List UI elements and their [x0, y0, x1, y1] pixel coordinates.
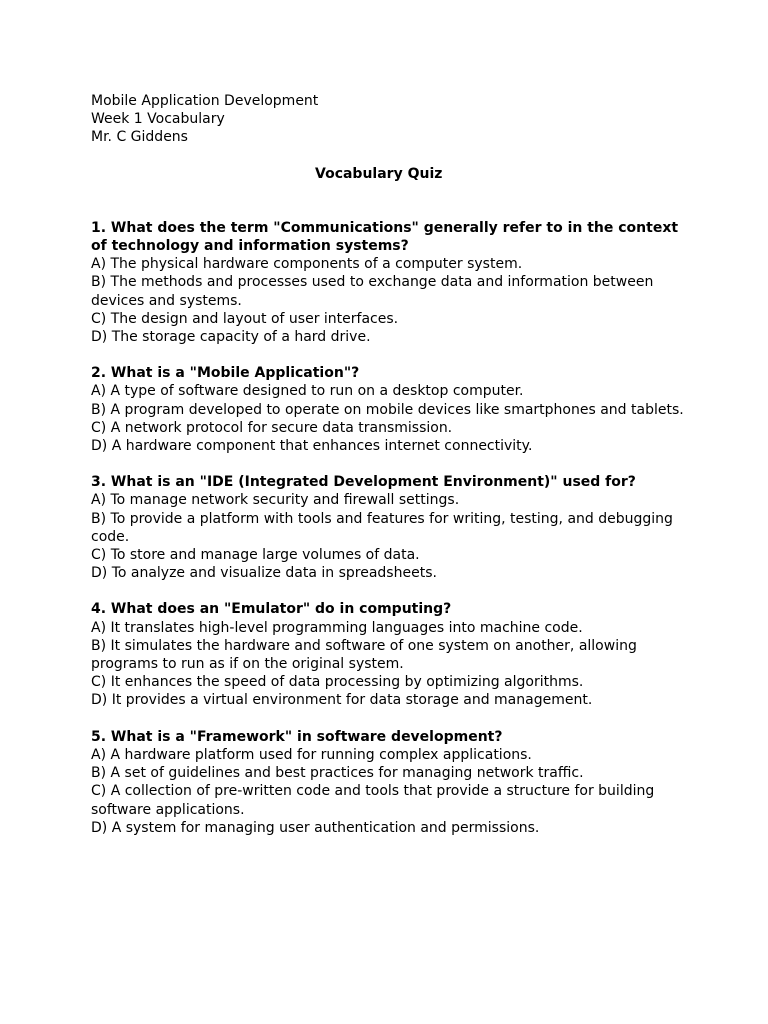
option-a: A) The physical hardware components of a computer system. — [91, 256, 523, 273]
document-page — [91, 92, 691, 855]
option-b: B) To provide a platform with tools and features for writing, testing, and debugging code. — [91, 510, 673, 545]
question-list — [91, 219, 691, 837]
option-c: C) To store and manage large volumes of data. — [91, 547, 420, 564]
question-text: 3. What is an "IDE (Integrated Development Environment)" used for? — [91, 474, 636, 491]
option-d: D) To analyze and visualize data in spreadsheets. — [91, 565, 437, 582]
question-text: 4. What does an "Emulator" do in computing? — [91, 601, 452, 618]
question-5 — [91, 728, 691, 837]
option-d: D) A system for managing user authentication and permissions. — [91, 819, 540, 836]
option-a: A) A type of software designed to run on a desktop computer. — [91, 383, 524, 400]
option-a: A) To manage network security and firewall settings. — [91, 492, 460, 509]
document-header — [91, 92, 691, 147]
option-d: D) It provides a virtual environment for data storage and management. — [91, 692, 593, 709]
option-d: D) The storage capacity of a hard drive. — [91, 329, 371, 346]
option-b: B) It simulates the hardware and software of one system on another, allowing programs to run as if on the original system. — [91, 637, 637, 673]
question-1 — [91, 219, 691, 346]
option-b: B) A set of guidelines and best practices for managing network traffic. — [91, 765, 584, 782]
course-name: Mobile Application Development — [91, 93, 319, 109]
question-2 — [91, 364, 691, 455]
week-label: Week 1 Vocabulary — [91, 111, 225, 128]
option-b: B) The methods and processes used to exchange data and information between devices and systems. — [91, 274, 654, 309]
option-c: C) The design and layout of user interfaces. — [91, 310, 399, 327]
option-a: A) A hardware platform used for running complex applications. — [91, 746, 532, 763]
option-d: D) A hardware component that enhances internet connectivity. — [91, 438, 533, 455]
question-text: 5. What is a "Framework" in software development? — [91, 728, 503, 745]
option-c: C) A network protocol for secure data transmission. — [91, 419, 453, 436]
question-text: 2. What is a "Mobile Application"? — [91, 365, 360, 382]
teacher-name: Mr. C Giddens — [91, 129, 188, 146]
option-c: C) It enhances the speed of data processing by optimizing algorithms. — [91, 674, 584, 691]
question-text: 1. What does the term "Communications" generally refer to in the context of technology and information systems? — [91, 219, 679, 255]
quiz-title: Vocabulary Quiz — [315, 165, 443, 182]
option-a: A) It translates high-level programming languages into machine code. — [91, 619, 583, 636]
option-b: B) A program developed to operate on mobile devices like smartphones and tablets. — [91, 401, 684, 418]
question-3 — [91, 473, 691, 582]
option-c: C) A collection of pre-written code and tools that provide a structure for building software applications. — [91, 783, 655, 818]
question-4 — [91, 600, 691, 709]
